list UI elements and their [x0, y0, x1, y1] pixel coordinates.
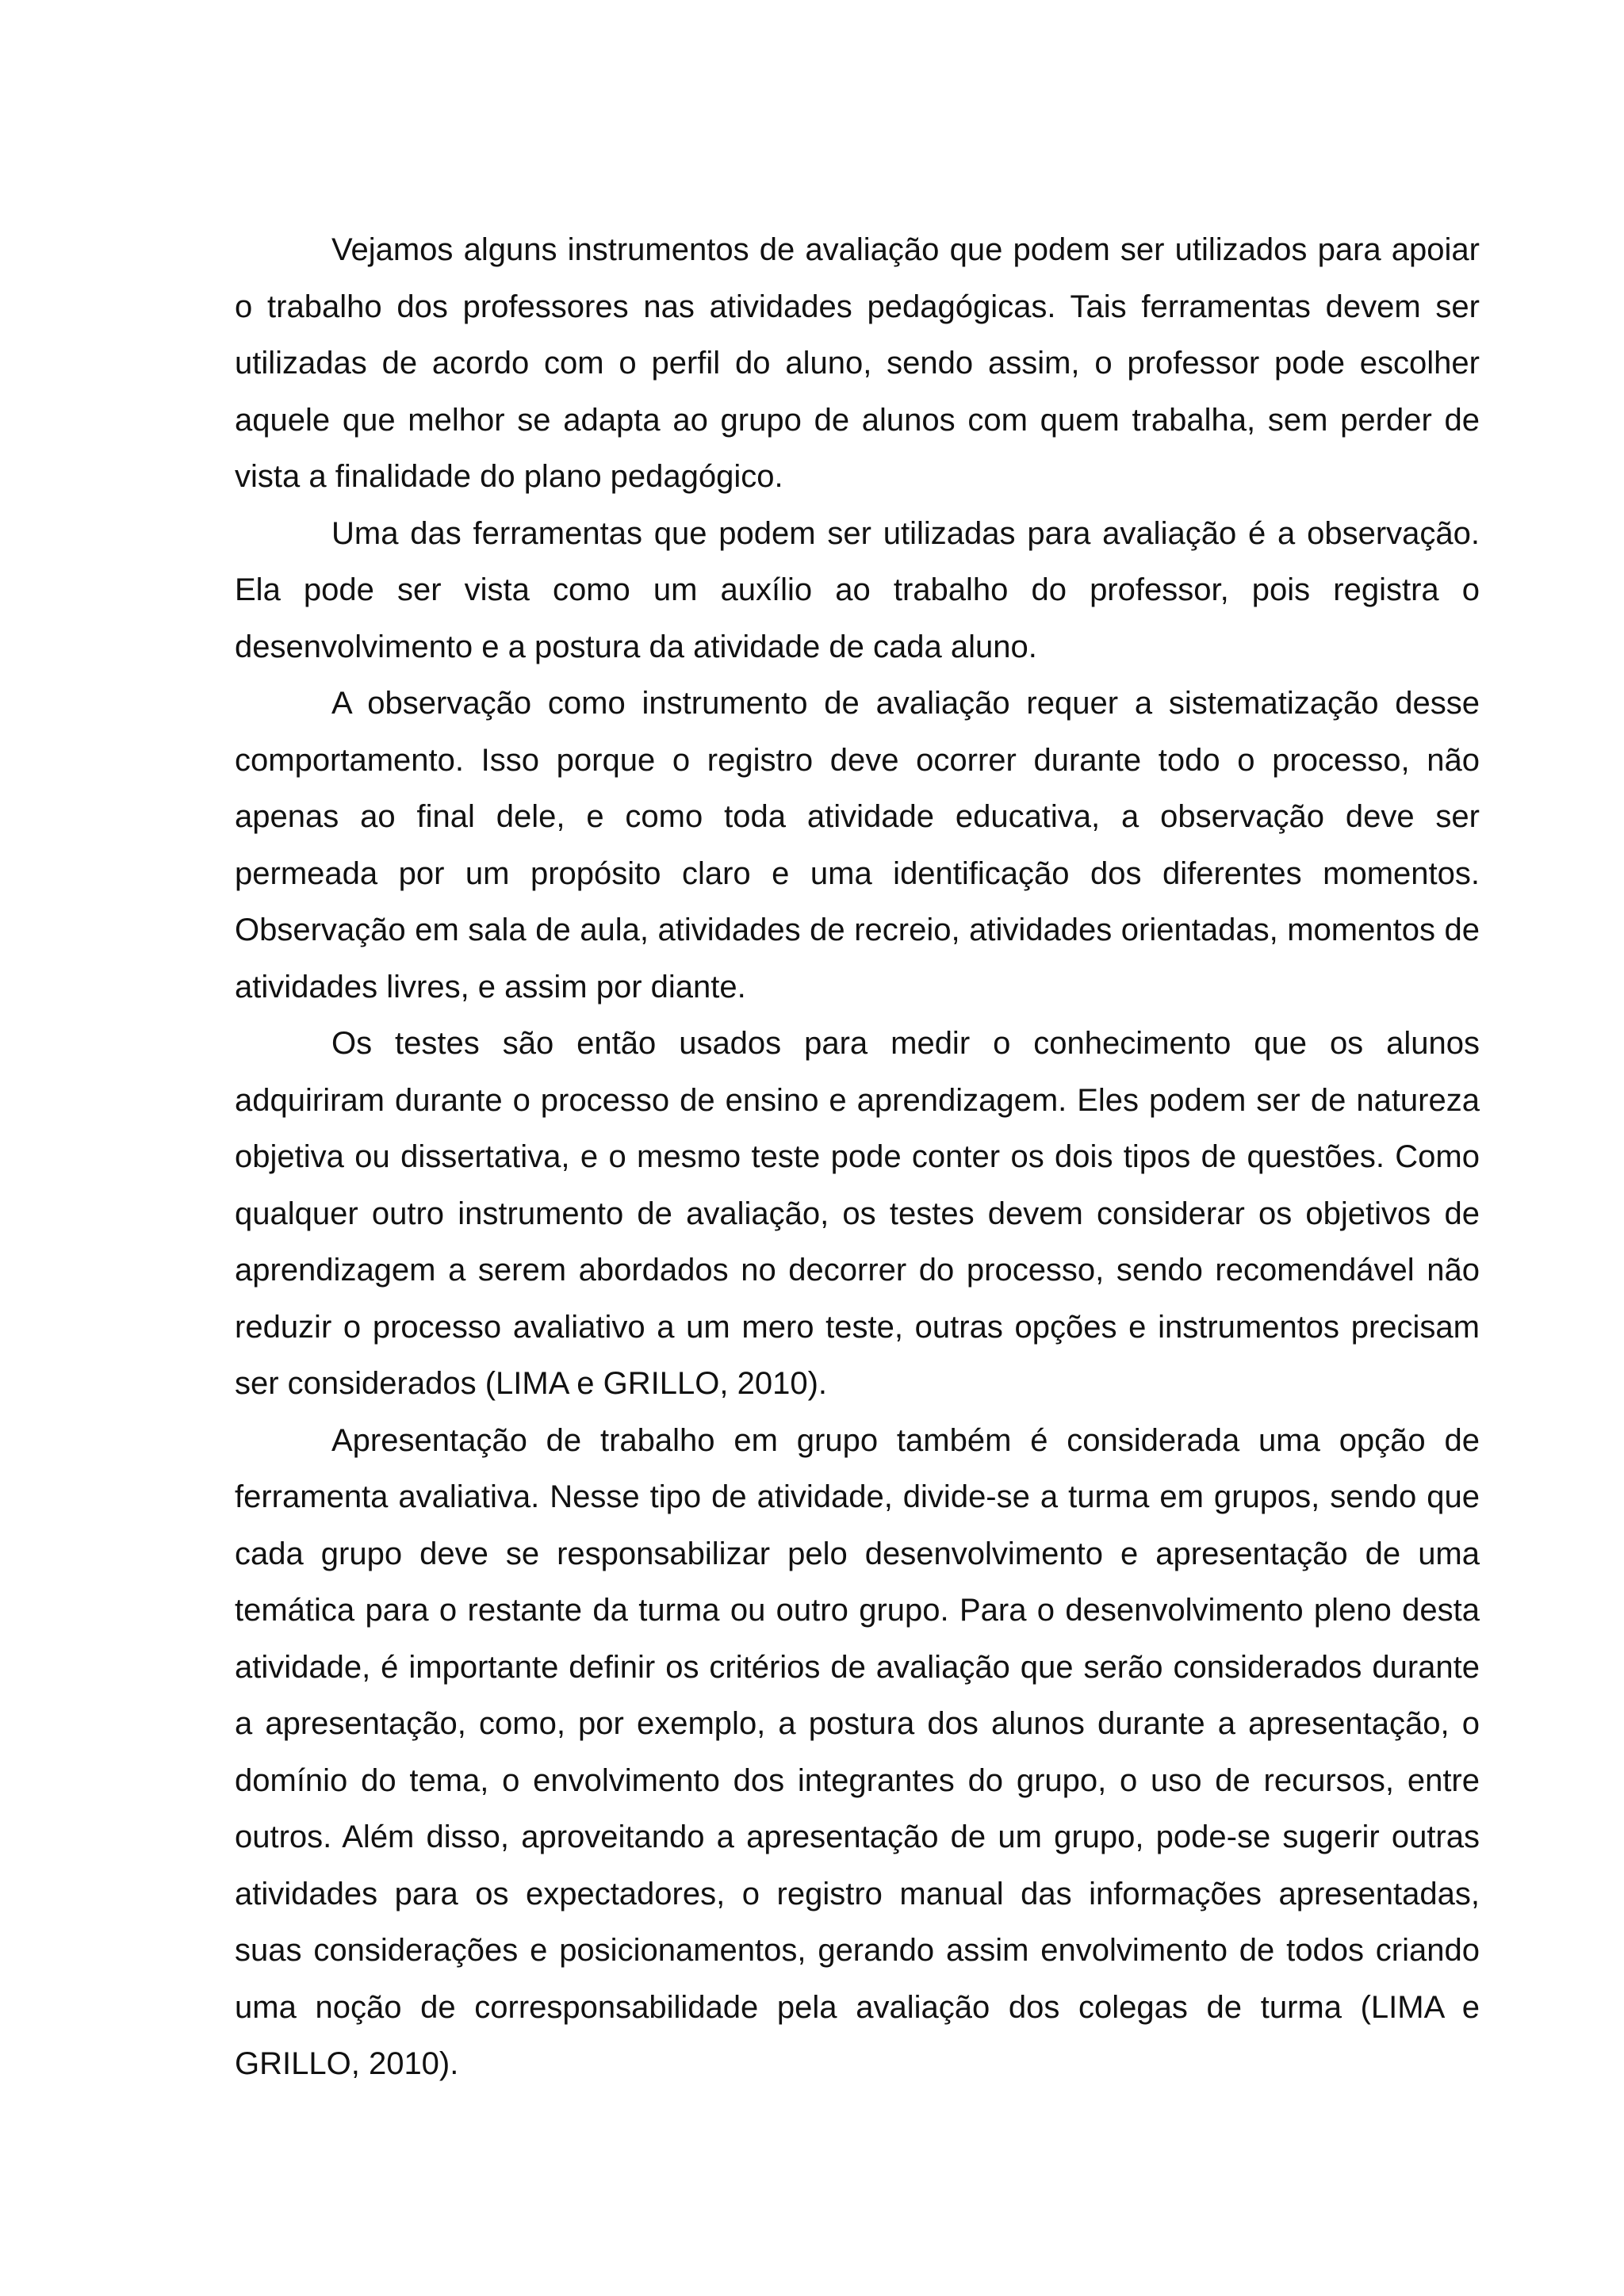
paragraph-observation-tool: Uma das ferramentas que podem ser utilizadas para avaliação é a observação. Ela pode ser vista como um auxílio ao trabalho do professor, pois registra o desenvolvimento e a postura da atividade de cada aluno. — [235, 515, 1480, 664]
paragraph-observation-systematization: A observação como instrumento de avaliação requer a sistematização desse comportamento. Isso porque o registro deve ocorrer durante todo o processo, não apenas ao final dele, e como toda atividade educativa, a observação deve ser permeada por um propósito claro e uma identificação dos diferentes momentos. Observação em sala de aula, atividades de recreio, atividades orientadas, momentos de atividades livres, e assim por diante. — [235, 686, 1480, 1004]
paragraph-evaluation-instruments: Vejamos alguns instrumentos de avaliação que podem ser utilizados para apoiar o trabalho dos professores nas atividades pedagógicas. Tais ferramentas devem ser utilizadas de acordo com o perfil do aluno, sendo assim, o professor pode escolher aquele que melhor se adapta ao grupo de alunos com quem trabalha, sem perder de vista a finalidade do plano pedagógico. — [235, 232, 1480, 494]
body-text — [235, 222, 1480, 2093]
paragraph-group-presentation: Apresentação de trabalho em grupo também é considerada uma opção de ferramenta avaliativa. Nesse tipo de atividade, divide-se a turma em grupos, sendo que cada grupo deve se responsabilizar pelo desenvolvimento e apresentação de uma temática para o restante da turma ou outro grupo. Para o desenvolvimento pleno desta atividade, é importante definir os critérios de avaliação que serão considerados durante a apresentação, como, por exemplo, a postura dos alunos durante a apresentação, o domínio do tema, o envolvimento dos integrantes do grupo, o uso de recursos, entre outros. Além disso, aproveitando a apresentação de um grupo, pode-se sugerir outras atividades para os expectadores, o registro manual das informações apresentadas, suas considerações e posicionamentos, gerando assim envolvimento de todos criando uma noção de corresponsabilidade pela avaliação dos colegas de turma (LIMA e GRILLO, 2010). — [235, 1422, 1480, 2081]
paragraph-tests: Os testes são então usados para medir o conhecimento que os alunos adquiriram durante o processo de ensino e aprendizagem. Eles podem ser de natureza objetiva ou dissertativa, e o mesmo teste pode conter os dois tipos de questões. Como qualquer outro instrumento de avaliação, os testes devem considerar os objetivos de aprendizagem a serem abordados no decorrer do processo, sendo recomendável não reduzir o processo avaliativo a um mero teste, outras opções e instrumentos precisam ser considerados (LIMA e GRILLO, 2010). — [235, 1026, 1480, 1401]
